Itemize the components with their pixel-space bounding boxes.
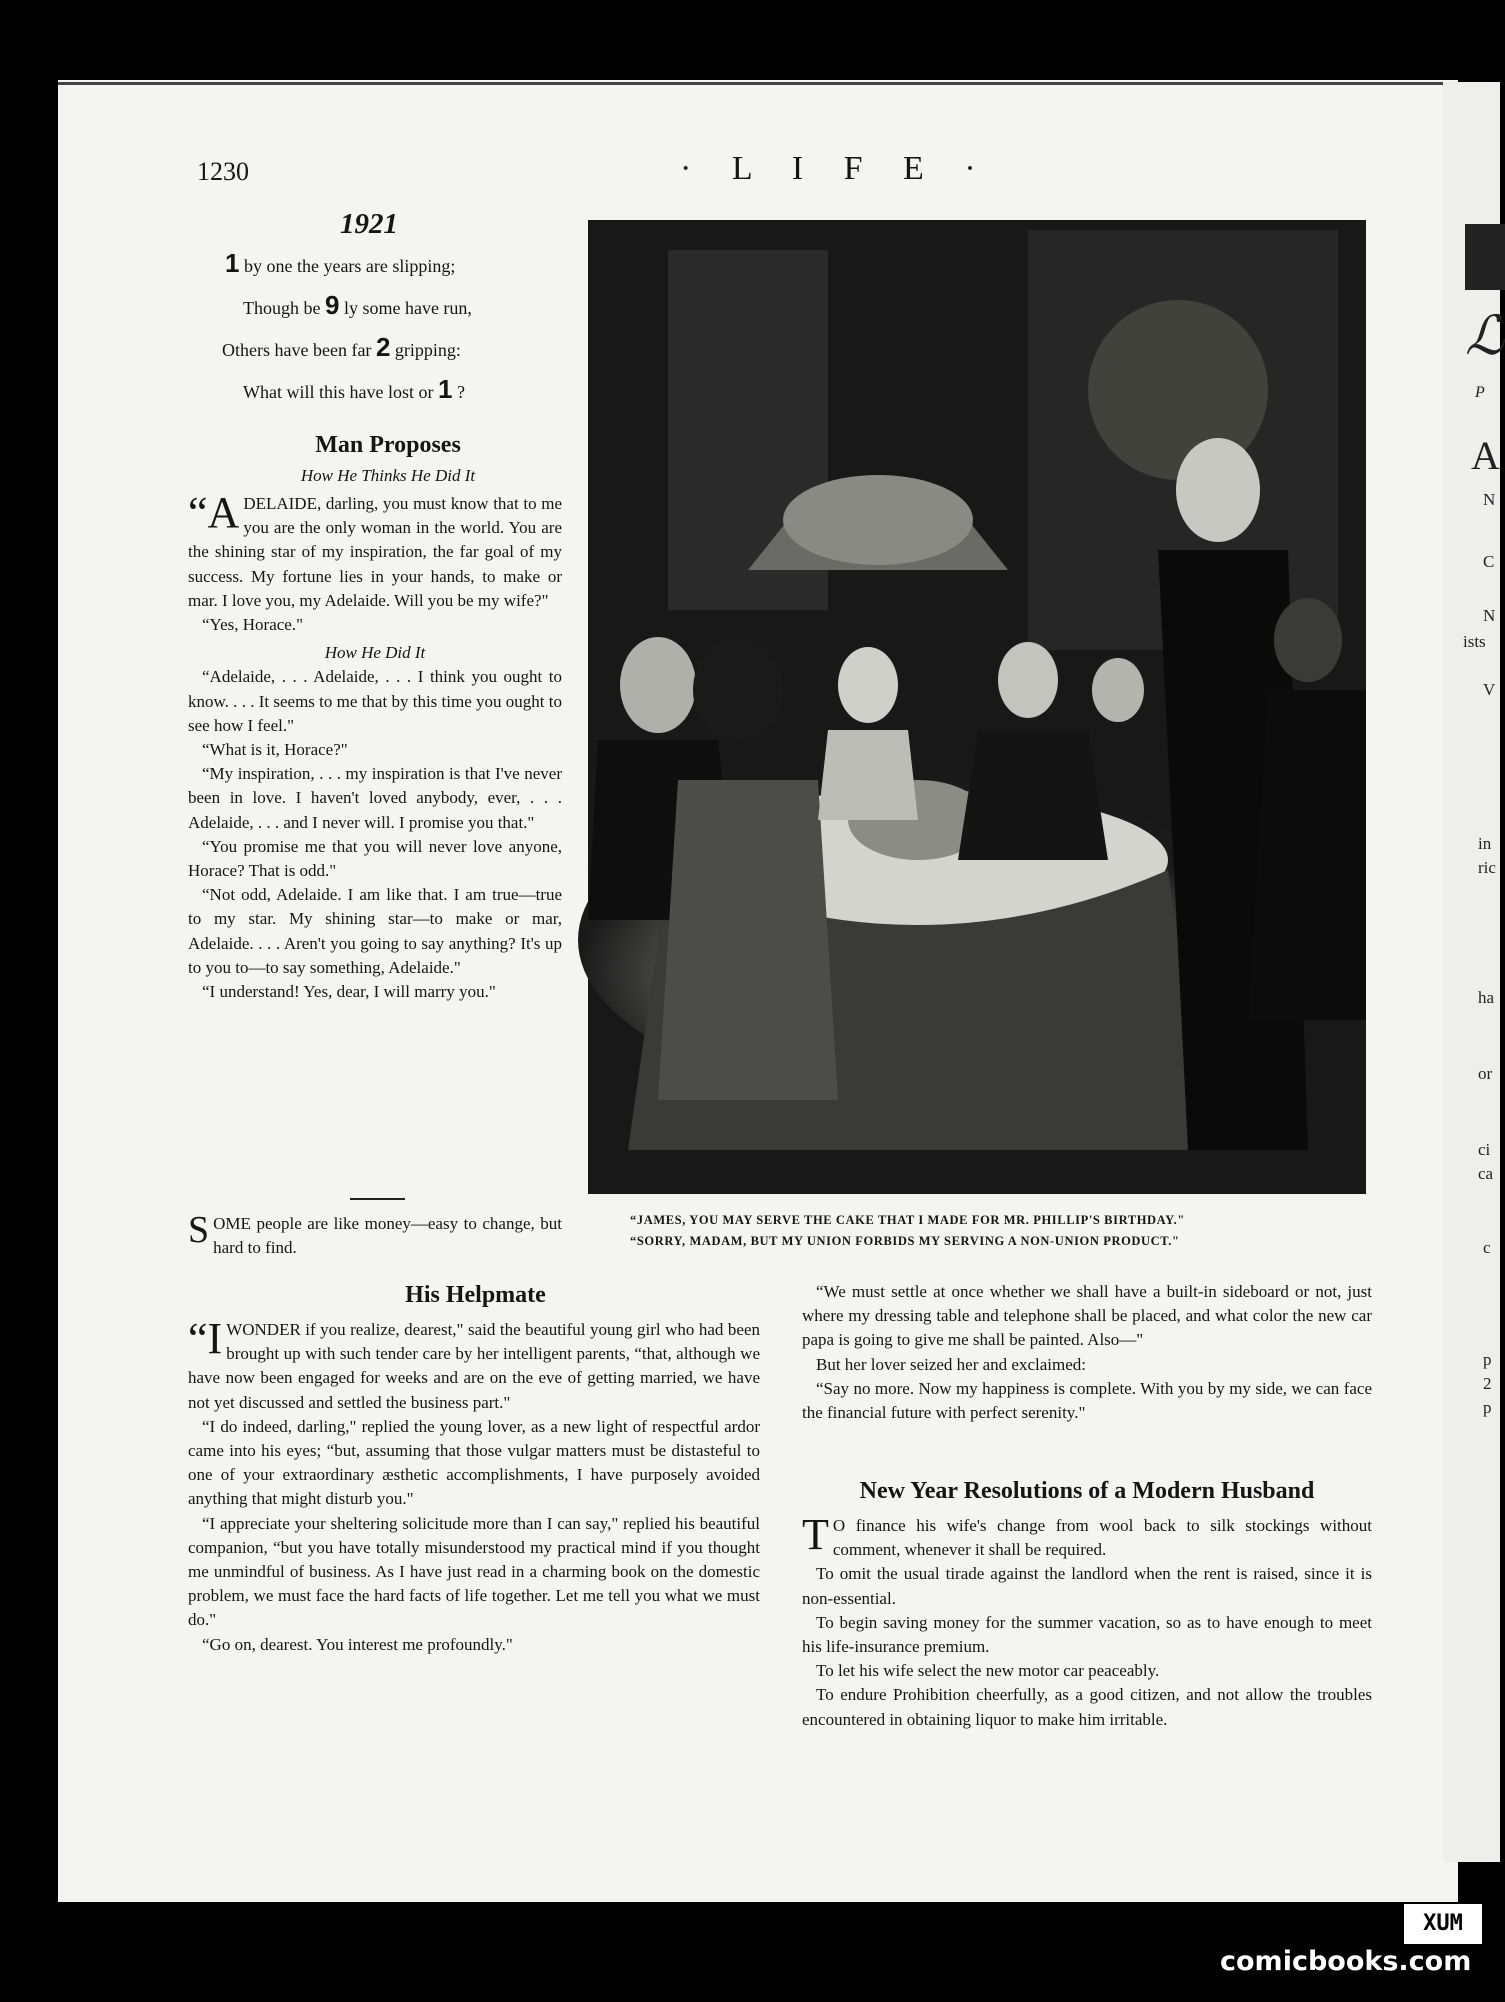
adjacent-page	[1443, 82, 1504, 1862]
poem-numeral: 1	[225, 248, 240, 278]
adjacent-page-fragment: V	[1483, 680, 1496, 699]
poem-line-text: gripping:	[394, 340, 461, 360]
paragraph: “You promise me that you will never love anyone, Horace? That is odd."	[188, 836, 562, 881]
poem-line	[222, 332, 461, 363]
paragraph: “Say no more. Now my happiness is complete. With you by my side, we can face the financial future with perfect serenity."	[802, 1378, 1372, 1423]
paragraph: “Adelaide, . . . Adelaide, . . . I think you ought to know. . . . It seems to me that by this time you ought to see how I feel."	[188, 667, 562, 735]
caption-line: “JAMES, YOU MAY SERVE THE CAKE THAT I MADE FOR MR. PHILLIP'S BIRTHDAY."	[630, 1213, 1185, 1227]
paragraph: To omit the usual tirade against the landlord when the rent is raised, since it is non-essential.	[802, 1564, 1372, 1608]
site-watermark: comicbooks.com	[1220, 1946, 1472, 1977]
poem-numeral: 9	[324, 290, 340, 320]
drop-cap: S	[188, 1209, 210, 1251]
adjacent-page-fragment: P	[1475, 384, 1485, 401]
adjacent-page-fragment: 2	[1483, 1374, 1492, 1393]
helpmate-column-right	[802, 1280, 1372, 1425]
adjacent-page-fragment: A	[1471, 433, 1500, 478]
paragraph: “Not odd, Adelaide. I am like that. I am true—true to my star. My shining star—to make or mar, Adelaide. . . . Aren't you going to say anything? It's up to you to—to say something, Adelaide."	[188, 885, 562, 977]
paragraph: “I appreciate your sheltering solicitude more than I can say," replied his beautiful companion, “but you have totally misunderstood my practical mind if you thought me unmindful of business. As I have just read in a charming book on the domestic problem, we must face the hard facts of life together. Let me tell you what we must do."	[188, 1513, 760, 1630]
adjacent-page-fragment: C	[1483, 552, 1495, 571]
paragraph: T O finance his wife's change from wool back to silk stockings without comment, whenever it shall be required.	[802, 1510, 1372, 1560]
drop-cap: “I	[188, 1314, 223, 1363]
poem-line	[243, 290, 472, 321]
man-proposes-subtitle: How He Thinks He Did It	[300, 466, 476, 485]
paragraph: “I WONDER if you realize, dearest," said the beautiful young girl who had been brought up with such tender care by her intelligent parents, “that, although we have now been engaged for weeks and are on the eve of getting married, we have not yet discussed and settled the business part."	[188, 1314, 760, 1412]
adjacent-page-script-letter: ℒ	[1465, 306, 1504, 366]
paragraph: But her lover seized her and exclaimed:	[816, 1354, 1086, 1374]
man-proposes-subtitle-2: How He Did It	[324, 643, 426, 663]
paragraph: “We must settle at once whether we shall have a built-in sideboard or not, just where my dressing table and telephone shall be placed, and what color the new car papa is going to give me shall be painted. Also—"	[802, 1282, 1372, 1350]
top-rule	[58, 82, 1448, 85]
poem-line-text: by one the years are slipping;	[243, 256, 456, 276]
paragraph: To let his wife select the new motor car peaceably.	[816, 1661, 1160, 1681]
drop-cap: T	[802, 1510, 829, 1559]
dinner-scene-illustration	[588, 220, 1366, 1194]
poem-line	[225, 248, 455, 279]
adjacent-page-fragment: or	[1478, 1064, 1493, 1083]
illustration-caption	[630, 1210, 1350, 1252]
resolutions-column	[802, 1510, 1372, 1732]
paragraph: To endure Prohibition cheerfully, as a good citizen, and not allow the troubles encountered in obtaining liquor to make him irritable.	[802, 1685, 1372, 1729]
poem-numeral: 2	[375, 332, 391, 362]
poem-line-text: ly some have run,	[343, 298, 472, 318]
adjacent-page-fragment: N	[1483, 490, 1496, 509]
caption-line: “SORRY, MADAM, BUT MY UNION FORBIDS MY SERVING A NON-UNION PRODUCT."	[630, 1234, 1180, 1248]
illustration	[588, 220, 1366, 1194]
adjacent-page-fragment: ric	[1478, 858, 1496, 877]
section-divider	[350, 1198, 405, 1200]
paragraph: To begin saving money for the summer vacation, so as to have enough to meet his life-insurance premium.	[802, 1612, 1372, 1657]
man-proposes-title: Man Proposes	[315, 432, 461, 458]
poem-line-text: Others have been far	[222, 340, 372, 360]
page-number: 1230	[197, 157, 249, 186]
adjacent-page-fragment: ha	[1478, 988, 1495, 1007]
poem-line-text: Though be	[243, 298, 321, 318]
adjacent-page-image	[1465, 224, 1505, 290]
adjacent-page-fragment: N	[1483, 606, 1496, 625]
epigram: SOME people are like money—easy to change, but hard to find.	[188, 1209, 562, 1258]
adjacent-page-fragment: ci	[1478, 1140, 1491, 1159]
paragraph: “I understand! Yes, dear, I will marry you."	[202, 982, 496, 1002]
paragraph: “A DELAIDE, darling, you must know that to me you are the only woman in the world. You are the shining star of my inspiration, the far goal of my success. My fortune lies in your hands, to make or mar. I love you, my Adelaide. Will you be my wife?"	[188, 488, 562, 610]
masthead: · L I F E ·	[680, 150, 992, 187]
poem-title: 1921	[340, 208, 398, 240]
adjacent-page-fragment: c	[1483, 1238, 1491, 1257]
helpmate-title: His Helpmate	[405, 1282, 546, 1308]
paragraph: “Yes, Horace."	[202, 615, 304, 635]
poem-line	[243, 374, 465, 405]
archive-badge: XUM	[1404, 1904, 1482, 1944]
paragraph: “My inspiration, . . . my inspiration is that I've never been in love. I haven't loved anybody, ever, . . . Adelaide, . . . and I never will. I promise you that."	[188, 764, 562, 832]
adjacent-page-fragment: p	[1483, 1398, 1492, 1417]
poem-line-text: ?	[456, 382, 465, 402]
adjacent-page-fragment: ca	[1478, 1164, 1494, 1183]
helpmate-column-left	[188, 1314, 760, 1657]
paragraph: “Go on, dearest. You interest me profoundly."	[202, 1634, 513, 1654]
paragraph: “I do indeed, darling," replied the young lover, as a new light of respectful ardor came into his eyes; “but, assuming that those vulgar matters must be distasteful to one of your extraordinary æsthetic accomplishments, I have purposely avoided anything that might disturb you."	[188, 1416, 760, 1509]
drop-cap: “A	[188, 488, 240, 537]
paragraph: “What is it, Horace?"	[202, 740, 348, 760]
man-proposes-column	[188, 488, 562, 1004]
adjacent-page-fragment: in	[1478, 834, 1492, 853]
poem-line-text: What will this have lost or	[243, 382, 434, 402]
adjacent-page-fragment: p	[1483, 1350, 1492, 1369]
resolutions-title: New Year Resolutions of a Modern Husband	[859, 1478, 1315, 1504]
poem-numeral: 1	[437, 374, 453, 404]
adjacent-page-fragment: ists	[1463, 632, 1486, 651]
